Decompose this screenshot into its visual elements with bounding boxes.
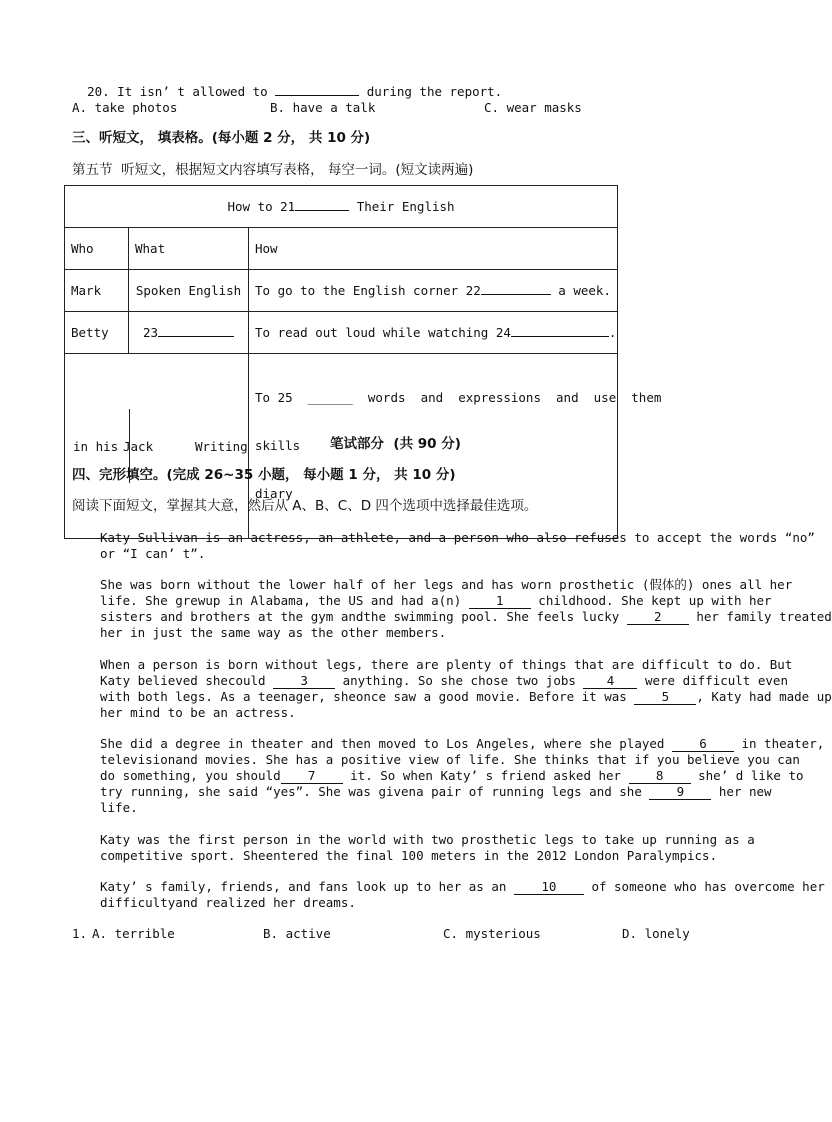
p6-line-2: difficultyand realized her dreams. xyxy=(100,895,356,910)
how-mark-before: To go to the English corner 22 xyxy=(255,283,481,298)
p6-line-1 xyxy=(100,879,825,895)
table-title-after: Their English xyxy=(349,199,455,214)
question-20-option-a[interactable]: A. take photos xyxy=(72,100,178,115)
blank-22[interactable] xyxy=(481,294,551,295)
p1-line-1: Katy Sullivan is an actress, an athlete, and a person who also refuses to accept the words “no” xyxy=(100,530,815,545)
p2-l3-b: her family treated xyxy=(688,609,832,624)
blank-3[interactable]: 3 xyxy=(273,674,335,689)
p4-l3-a: do something, you should xyxy=(100,768,281,783)
cell-who-mark: Mark xyxy=(65,270,129,312)
header-who: Who xyxy=(65,228,129,270)
p4-l3-b: it. So when Katy’ s friend asked her xyxy=(342,768,629,783)
section-5-instruction: 第五节 听短文，根据短文内容填写表格， 每空一词。(短文读两遍) xyxy=(72,162,474,178)
p3-l3-a: with both legs. As a teenager, sheonce saw a good movie. Before it was xyxy=(100,689,635,704)
cell-what-mark: Spoken English xyxy=(129,270,249,312)
question-20-text-before: 20. It isn’ t allowed to xyxy=(87,84,276,99)
question-1-option-b[interactable]: B. active xyxy=(263,926,331,941)
section-4-instruction: 阅读下面短文，掌握其大意，然后从 A、B、C、D 四个选项中选择最佳选项。 xyxy=(72,498,538,514)
p4-l1-a: She did a degree in theater and then moved to Los Angeles, where she played xyxy=(100,736,672,751)
header-what: What xyxy=(129,228,249,270)
p6-l1-b: of someone who has overcome her xyxy=(583,879,825,894)
blank-23[interactable] xyxy=(158,336,234,337)
p6-l1-a: Katy’ s family, friends, and fans look up to her as an xyxy=(100,879,514,894)
p2-l2-b: childhood. She kept up with her xyxy=(530,593,772,608)
question-1-option-c[interactable]: C. mysterious xyxy=(443,926,541,941)
question-20-blank[interactable] xyxy=(275,95,359,96)
table-row-betty xyxy=(65,312,618,354)
p2-line-2 xyxy=(100,593,772,609)
s4-text-a: 四、完形填空。(完成 xyxy=(72,467,205,483)
p4-line-1 xyxy=(100,736,824,752)
p2-line-4: her in just the same way as the other members. xyxy=(100,625,447,640)
question-20-stem xyxy=(72,68,502,100)
how-jack-line-2: skills xyxy=(255,438,301,453)
section-3-heading: 三、听短文， 填表格。(每小题 2 分， 共 10 分) xyxy=(72,130,371,146)
blank-6[interactable]: 6 xyxy=(672,737,734,752)
p4-line-2: televisionand movies. She has a positive view of life. She thinks that if you believe you can xyxy=(100,752,800,767)
p4-line-3 xyxy=(100,768,804,784)
p2-l3-a: sisters and brothers at the gym andthe swimming pool. She feels lucky xyxy=(100,609,627,624)
s4-text-g: 分) xyxy=(431,467,456,483)
cell-who-jack: Jack xyxy=(123,439,154,454)
how-betty-after: . xyxy=(608,325,617,340)
blank-5[interactable]: 5 xyxy=(634,690,696,705)
p3-l2-b: anything. So she chose two jobs xyxy=(335,673,584,688)
s4-text-c: 小题， 每小题 xyxy=(253,467,349,483)
blank-4[interactable]: 4 xyxy=(583,674,637,689)
p4-l4-b: her new xyxy=(711,784,772,799)
cell-how-betty xyxy=(249,312,618,354)
p4-line-4 xyxy=(100,784,772,800)
blank-1[interactable]: 1 xyxy=(469,594,531,609)
question-1-number: 1. xyxy=(72,926,88,941)
p3-l2-c: were difficult even xyxy=(637,673,788,688)
blank-9[interactable]: 9 xyxy=(649,785,711,800)
p5-line-2: competitive sport. Sheentered the final 100 meters in the 2012 London Paralympics. xyxy=(100,848,718,863)
fill-in-table xyxy=(64,185,662,539)
how-betty-before: To read out loud while watching 24 xyxy=(255,325,511,340)
question-20-option-c[interactable]: C. wear masks xyxy=(484,100,582,115)
table-header-row xyxy=(65,228,618,270)
s4-text-e: 分， 共 xyxy=(357,467,413,483)
table-title-before: How to 21 xyxy=(227,199,296,214)
blank-23-number: 23 xyxy=(142,325,159,340)
p3-l3-b: , Katy had made up xyxy=(696,689,832,704)
section-4-heading xyxy=(72,467,456,483)
p2-line-1: She was born without the lower half of her legs and has worn prosthetic (假体的) ones all her xyxy=(100,577,793,592)
cell-who-betty: Betty xyxy=(65,312,129,354)
blank-24[interactable] xyxy=(511,336,609,337)
table-title-cell xyxy=(65,186,618,228)
written-part-heading: 笔试部分 (共 90 分) xyxy=(330,436,461,452)
question-20-text-after: during the report. xyxy=(359,84,503,99)
p1-line-2: or “I can’ t”. xyxy=(100,546,206,561)
s4-points-each: 1 xyxy=(348,467,358,483)
p3-line-3 xyxy=(100,689,832,705)
p4-l1-b: in theater, xyxy=(733,736,825,751)
cell-what-betty xyxy=(129,312,249,354)
p3-l2-a: Katy believed shecould xyxy=(100,673,274,688)
s4-points-total: 10 xyxy=(412,467,432,483)
blank-8[interactable]: 8 xyxy=(629,769,691,784)
p2-l2-a: life. She grewup in Alabama, the US and had a(n) xyxy=(100,593,469,608)
cell-how-mark xyxy=(249,270,618,312)
how-mark-after: a week. xyxy=(550,283,611,298)
header-how: How xyxy=(249,228,618,270)
p2-line-3 xyxy=(100,609,832,625)
p4-line-5: life. xyxy=(100,800,138,815)
cell-what-jack: Writing xyxy=(195,439,248,454)
blank-7[interactable]: 7 xyxy=(281,769,343,784)
question-1-option-a[interactable]: A. terrible xyxy=(92,926,175,941)
p4-l3-c: she’ d like to xyxy=(690,768,804,783)
blank-21[interactable] xyxy=(295,210,349,211)
p3-line-4: her mind to be an actress. xyxy=(100,705,296,720)
p5-line-1: Katy was the first person in the world with two prosthetic legs to take up running as a xyxy=(100,832,755,847)
p3-line-1: When a person is born without legs, there are plenty of things that are difficult to do. But xyxy=(100,657,793,672)
jack-prefix: in his xyxy=(73,439,126,454)
how-jack-line-3: diary xyxy=(255,486,293,501)
blank-2[interactable]: 2 xyxy=(627,610,689,625)
p4-l4-a: try running, she said “yes”. She was givena pair of running legs and she xyxy=(100,784,650,799)
question-20-option-b[interactable]: B. have a talk xyxy=(270,100,376,115)
blank-10[interactable]: 10 xyxy=(514,880,584,895)
question-1-option-d[interactable]: D. lonely xyxy=(622,926,690,941)
table-title-row xyxy=(65,186,618,228)
s4-range: 26~35 xyxy=(204,467,254,483)
p3-line-2 xyxy=(100,673,788,689)
how-jack-line-1: To 25 ______ words and expressions and use them xyxy=(255,390,662,405)
table-row-mark xyxy=(65,270,618,312)
